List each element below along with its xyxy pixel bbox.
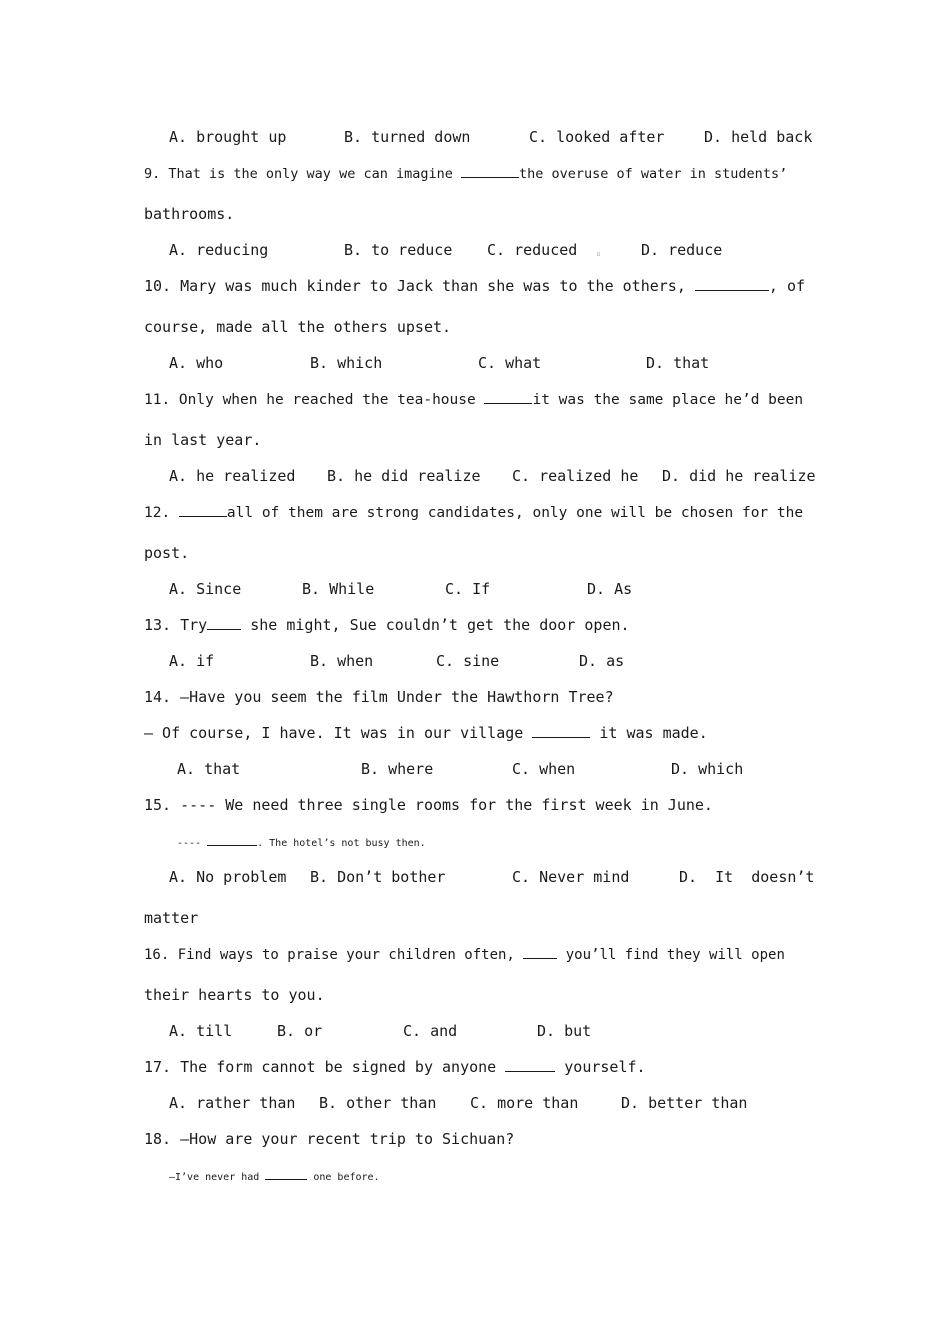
q12-options	[144, 579, 806, 599]
q15-blank	[207, 831, 257, 846]
q12-blank	[179, 502, 227, 517]
q8-options	[144, 127, 813, 147]
q9-option-a[interactable]: A. reducing	[169, 241, 269, 259]
q10-option-a[interactable]: A. who	[169, 354, 224, 372]
stray-mark: ▫	[596, 249, 601, 258]
q8-option-c[interactable]: C. looked after	[529, 128, 665, 146]
q10-option-b[interactable]: B. which	[310, 354, 383, 372]
q9-options	[144, 240, 806, 260]
q10-option-c[interactable]: C. what	[478, 354, 542, 372]
q14-option-c[interactable]: C. when	[512, 760, 576, 778]
q16-stem-line2: their hearts to you.	[144, 986, 325, 1004]
q9-blank	[461, 163, 519, 178]
q10-blank	[695, 276, 769, 291]
q13-options	[144, 651, 806, 671]
q8-option-d[interactable]: D. held back	[704, 128, 813, 146]
q16-blank	[523, 944, 557, 959]
q8-option-a[interactable]: A. brought up	[169, 128, 287, 146]
q14-stem-line2: — Of course, I have. It was in our village it was made.	[144, 724, 708, 742]
q9-option-b[interactable]: B. to reduce	[344, 241, 453, 259]
q12-stem-line2: post.	[144, 544, 190, 562]
q11-option-a[interactable]: A. he realized	[169, 467, 296, 485]
q18-stem-line1: 18. —How are your recent trip to Sichuan?	[144, 1130, 515, 1148]
q15-option-c[interactable]: C. Never mind	[512, 868, 630, 886]
q12-stem-line1: 12. all of them are strong candidates, only one will be chosen for the	[144, 502, 806, 523]
q15-option-a[interactable]: A. No problem	[169, 868, 287, 886]
q17-option-c[interactable]: C. more than	[470, 1094, 579, 1112]
q17-blank	[505, 1057, 555, 1072]
q9-stem-line2: bathrooms.	[144, 205, 235, 223]
q11-options	[144, 466, 816, 486]
q17-option-a[interactable]: A. rather than	[169, 1094, 296, 1112]
q16-option-c[interactable]: C. and	[403, 1022, 458, 1040]
q17-option-d[interactable]: D. better than	[621, 1094, 748, 1112]
q12-option-d[interactable]: D. As	[587, 580, 633, 598]
q10-option-d[interactable]: D. that	[646, 354, 710, 372]
q11-option-c[interactable]: C. realized he	[512, 467, 639, 485]
q15-option-d[interactable]: D. It doesn’t	[679, 868, 815, 886]
q9-option-d[interactable]: D. reduce	[641, 241, 723, 259]
q13-option-a[interactable]: A. if	[169, 652, 215, 670]
q14-stem-line1: 14. —Have you seem the film Under the Hawthorn Tree?	[144, 688, 614, 706]
q14-option-d[interactable]: D. which	[671, 760, 744, 778]
q9-option-c[interactable]: C. reduced	[487, 241, 578, 259]
q18-stem-line2: —I’ve never had one before.	[169, 1165, 831, 1188]
q15-stem-line1: 15. ---- We need three single rooms for the first week in June.	[144, 796, 713, 814]
q18-blank	[265, 1165, 307, 1180]
q10-stem-line2: course, made all the others upset.	[144, 318, 452, 336]
q16-option-a[interactable]: A. till	[169, 1022, 233, 1040]
q15-option-b[interactable]: B. Don’t bother	[310, 868, 446, 886]
q17-option-b[interactable]: B. other than	[319, 1094, 437, 1112]
q13-blank	[207, 615, 241, 630]
q11-option-b[interactable]: B. he did realize	[327, 467, 481, 485]
q13-stem-line1: 13. Try she might, Sue couldn’t get the door open.	[144, 616, 630, 634]
q12-option-b[interactable]: B. While	[302, 580, 375, 598]
q11-blank	[484, 389, 532, 404]
q13-option-b[interactable]: B. when	[310, 652, 374, 670]
q13-option-c[interactable]: C. sine	[436, 652, 500, 670]
q16-option-b[interactable]: B. or	[277, 1022, 323, 1040]
q16-options	[144, 1021, 806, 1041]
q15-option-d-wrap: matter	[144, 909, 199, 927]
q14-option-a[interactable]: A. that	[177, 760, 241, 778]
q16-option-d[interactable]: D. but	[537, 1022, 592, 1040]
q17-stem-line1: 17. The form cannot be signed by anyone yourself.	[144, 1058, 646, 1076]
q10-options	[144, 353, 806, 373]
q15-stem-line2: ---- . The hotel’s not busy then.	[177, 831, 839, 854]
q10-stem-line1: 10. Mary was much kinder to Jack than she was to the others, , of	[144, 277, 806, 295]
q13-option-d[interactable]: D. as	[579, 652, 625, 670]
q14-options	[144, 759, 806, 779]
q11-option-d[interactable]: D. did he realize	[662, 467, 816, 485]
q15-options	[144, 867, 815, 887]
q17-options	[144, 1093, 806, 1113]
q8-option-b[interactable]: B. turned down	[344, 128, 471, 146]
q11-stem-line2: in last year.	[144, 431, 262, 449]
q14-option-b[interactable]: B. where	[361, 760, 434, 778]
q9-stem-line1: 9. That is the only way we can imagine the overuse of water in students’	[144, 163, 806, 184]
q14-blank	[532, 723, 590, 738]
q16-stem-line1: 16. Find ways to praise your children often, you’ll find they will open	[144, 944, 806, 965]
q11-stem-line1: 11. Only when he reached the tea-house it was the same place he’d been	[144, 389, 806, 410]
q12-option-a[interactable]: A. Since	[169, 580, 242, 598]
q12-option-c[interactable]: C. If	[445, 580, 491, 598]
